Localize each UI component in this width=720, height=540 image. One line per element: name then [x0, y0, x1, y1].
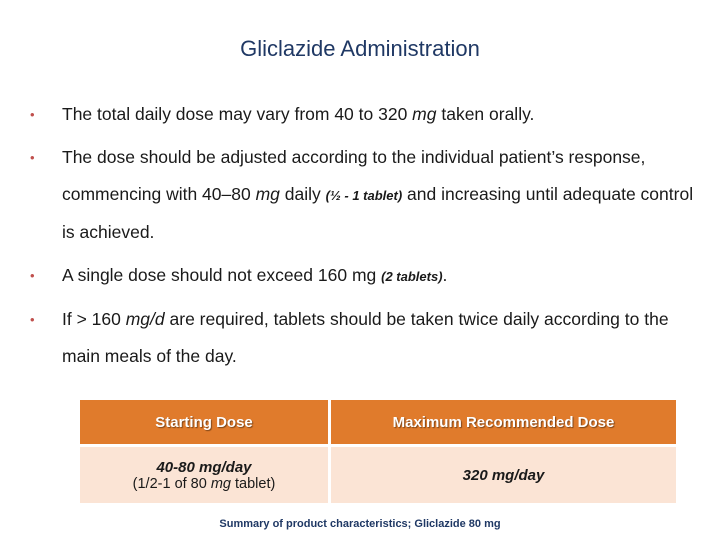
bullet-text: and increasing until adequate control is achieved.	[62, 184, 694, 242]
bullet-text: The dose should be adjusted according to the individual patient’s response, commencing with 40–80	[62, 147, 646, 204]
cell-max-dose	[330, 446, 677, 504]
bullet-text: daily	[279, 184, 326, 204]
tablet-note: (½ - 1 tablet)	[325, 188, 403, 203]
bullet-marker-icon: •	[30, 150, 35, 165]
table-header-row	[80, 400, 676, 446]
bullet-list	[30, 96, 700, 375]
bullet-item	[30, 301, 700, 375]
bullet-item	[30, 96, 700, 133]
starting-dose-note: (1/2-1 of 80 mg tablet)	[132, 475, 276, 492]
header-max-dose: Maximum Recommended Dose	[330, 400, 677, 446]
source-footnote: Summary of product characteristics; Gliclazide 80 mg	[219, 518, 501, 530]
bullet-marker-icon: •	[30, 268, 35, 283]
bullet-text: taken orally.	[436, 104, 535, 124]
unit-text: mg	[255, 184, 280, 204]
tablet-note: (2 tablets)	[381, 269, 443, 284]
bullet-item	[30, 257, 700, 295]
starting-dose-value: 40-80 mg/day	[156, 458, 252, 476]
bullet-marker-icon: •	[30, 107, 35, 122]
bullet-text: The total daily dose may vary from 40 to 320	[62, 104, 413, 124]
bullet-text: .	[442, 265, 448, 285]
unit-text: mg	[412, 104, 437, 124]
table-row	[80, 446, 676, 504]
bullet-text: are required, tablets should be taken twice daily according to the main meals of the day.	[62, 309, 669, 366]
dose-table	[80, 400, 676, 503]
slide-title: Gliclazide Administration	[240, 36, 480, 61]
bullet-text: If > 160	[62, 309, 126, 329]
max-dose-value: 320 mg/day	[462, 466, 545, 484]
cell-starting-dose	[80, 446, 330, 504]
unit-text: mg/d	[125, 309, 165, 329]
bullet-marker-icon: •	[30, 312, 35, 327]
bullet-item	[30, 139, 700, 251]
bullet-text: A single dose should not exceed 160 mg	[62, 265, 382, 285]
header-starting-dose: Starting Dose	[80, 400, 330, 446]
